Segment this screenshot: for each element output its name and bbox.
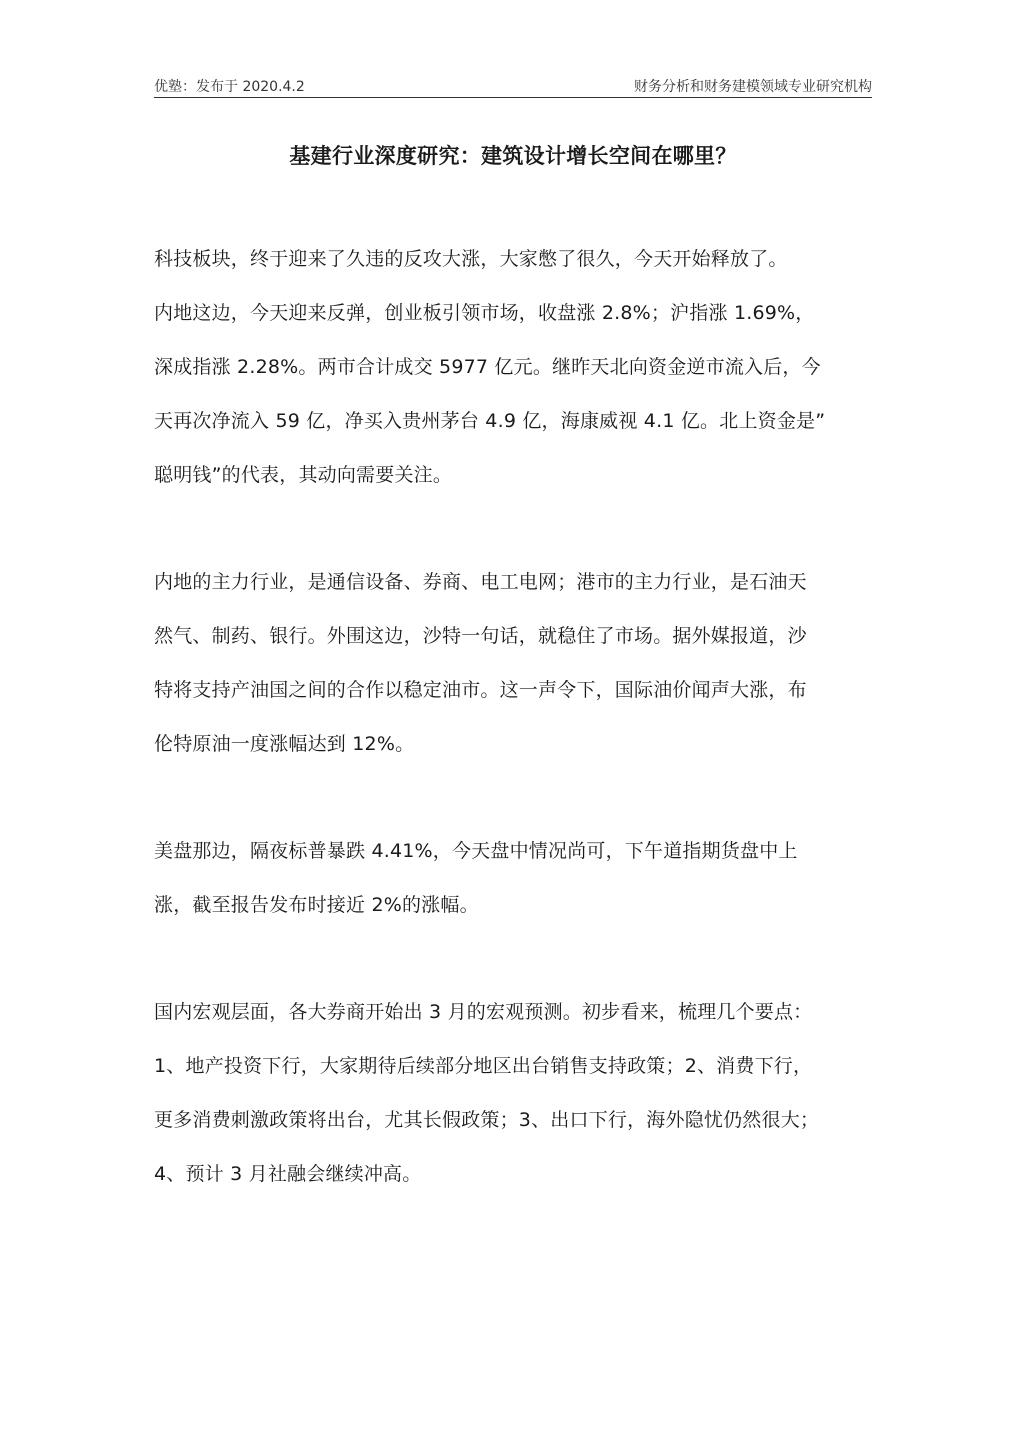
paragraph-line: 伦特原油一度涨幅达到 12%。 — [154, 733, 415, 755]
document-title: 基建行业深度研究：建筑设计增长空间在哪里？ — [289, 144, 737, 168]
paragraph-line: 1、地产投资下行，大家期待后续部分地区出台销售支持政策；2、消费下行， — [154, 1055, 813, 1077]
paragraph-1 — [154, 247, 874, 517]
paragraph-line: 然气、制药、银行。外围这边，沙特一句话，就稳住了市场。据外媒报道，沙 — [154, 625, 807, 647]
paragraph-line: 美盘那边，隔夜标普暴跌 4.41%，今天盘中情况尚可，下午道指期货盘中上 — [154, 840, 798, 862]
paragraph-line: 科技板块，终于迎来了久违的反攻大涨，大家憋了很久，今天开始释放了。 — [154, 248, 788, 270]
paragraph-2 — [154, 570, 874, 786]
paragraph-line: 深成指涨 2.28%。两市合计成交 5977 亿元。继昨天北向资金逆市流入后，今 — [154, 356, 821, 378]
paragraph-line: 国内宏观层面，各大券商开始出 3 月的宏观预测。初步看来，梳理几个要点： — [154, 1001, 813, 1023]
paragraph-4 — [154, 1000, 874, 1216]
paragraph-line: 天再次净流入 59 亿，净买入贵州茅台 4.9 亿，海康威视 4.1 亿。北上资金是” — [154, 410, 826, 432]
paragraph-line: 4、预计 3 月社融会继续冲高。 — [154, 1163, 422, 1185]
paragraph-3 — [154, 839, 874, 947]
paragraph-line: 更多消费刺激政策将出台，尤其长假政策；3、出口下行，海外隐忧仍然很大； — [154, 1109, 820, 1131]
paragraph-line: 内地的主力行业，是通信设备、券商、电工电网；港市的主力行业，是石油天 — [154, 571, 807, 593]
page-header — [154, 74, 872, 98]
paragraph-line: 内地这边，今天迎来反弹，创业板引领市场，收盘涨 2.8%；沪指涨 1.69%， — [154, 302, 815, 324]
paragraph-line: 聪明钱”的代表，其动向需要关注。 — [154, 464, 453, 486]
header-organization: 财务分析和财务建模领域专业研究机构 — [634, 79, 872, 95]
header-divider — [154, 97, 872, 98]
paragraph-line: 特将支持产油国之间的合作以稳定油市。这一声令下，国际油价闻声大涨，布 — [154, 679, 807, 701]
paragraph-line: 涨，截至报告发布时接近 2%的涨幅。 — [154, 894, 479, 916]
header-publisher-date: 优塾：发布于 2020.4.2 — [154, 79, 305, 95]
